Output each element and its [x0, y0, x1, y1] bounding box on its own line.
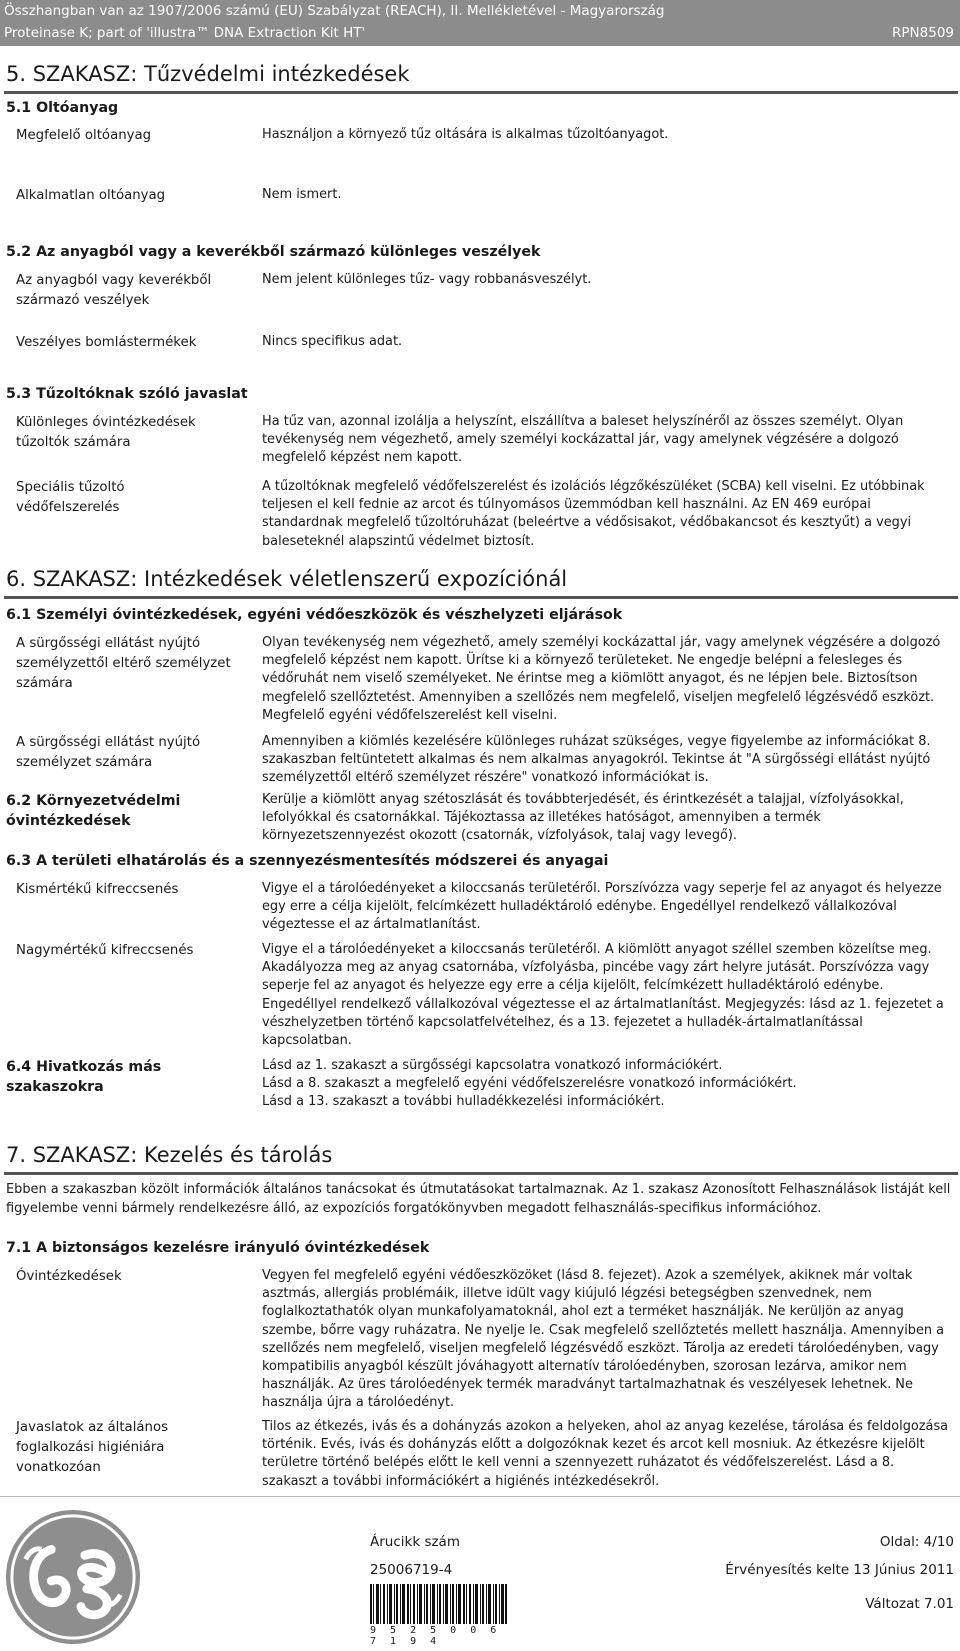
- regulation-line: Összhangban van az 1907/2006 számú (EU) Szabályzat (REACH), II. Mellékletével - Magyarország: [4, 3, 665, 19]
- page-indicator: Oldal: 4/10: [879, 1534, 954, 1550]
- hazards-label: Az anyagból vagy keverékből származó veszélyek: [16, 273, 212, 308]
- firefighter-equipment-text: A tűzoltóknak megfelelő védőfelszerelést és izolációs légzőkészüléket (SCBA) kell viselni. Ez utóbbinak teljesen el kell fednie az arcot és túlnyomásos üzemmódban kell használni. Az EN 469 európai standardnak megfelelő tűzoltóruházat (beleértve a védősisakot, védőbakancsot és kesztyűt) a vegyi baleseteknél alapszintű védelmet biztosít.: [262, 479, 925, 549]
- section-7-intro: Ebben a szakaszban közölt információk általános tanácsokat és útmutatásokat tartalmaznak. Az 1. szakasz Azonosított Felhasználások listáját kell figyelembe venni bármely rendelkezésre álló, az expozíciós forgatókönyvben megadott felhasználás-specifikus információhoz.: [6, 1182, 951, 1216]
- version: Változat 7.01: [865, 1596, 954, 1612]
- ge-logo-icon: [4, 1508, 142, 1646]
- reference-line: Lásd a 8. szakaszt a megfelelő egyéni védőfelszerelésre vonatkozó információkért.: [262, 1076, 797, 1092]
- reference-line: Lásd az 1. szakaszt a sürgősségi kapcsolatra vonatkozó információkért.: [262, 1058, 723, 1073]
- emergency-text: Amennyiben a kiömlés kezelésére különleges ruházat szükséges, vegye figyelembe az információkat 8. szakaszban feltüntetett alkalmas és nem alkalmas anyagokról. Tekintse át "A sürgősségi ellátást nyújtó személyzettől eltérő személyzet részére" vonatkozó információkat is.: [262, 734, 931, 786]
- section-6-4-title: 6.4 Hivatkozás más szakaszokra: [6, 1059, 162, 1095]
- section-5-rule: [4, 91, 958, 94]
- footer-divider: [0, 1496, 960, 1497]
- unsuitable-media-text: Nem ismert.: [262, 187, 342, 202]
- section-6-title: 6. SZAKASZ: Intézkedések véletlenszerű expozíciónál: [6, 567, 568, 591]
- section-5-title: 5. SZAKASZ: Tűzvédelmi intézkedések: [6, 62, 410, 86]
- decomposition-label: Veszélyes bomlástermékek: [16, 335, 197, 350]
- firefighter-precautions-label: Különleges óvintézkedések tűzoltók számára: [16, 415, 196, 450]
- product-name: Proteinase K; part of 'illustra™ DNA Extraction Kit HT': [4, 25, 366, 41]
- product-code: RPN8509: [892, 25, 954, 41]
- hygiene-text: Tilos az étkezés, ivás és a dohányzás azokon a helyeken, ahol az anyag kezelése, tárolása és feldolgozása történik. Evés, ivás és dohányzás előtt a dolgozóknak kezet és arcot kell mosniuk. Az étkezésre kijelölt területre történő belépés előtt le kell venni a szennyezett ruházatot és védőfelszerelést. Lásd a 8. szakaszt a további információkért a higiénés intézkedésekről.: [262, 1419, 949, 1489]
- precautionary-measures-text: Vegyen fel megfelelő egyéni védőeszközöket (lásd 8. fejezet). Azok a személyek, akiknek már voltak asztmás, allergiás problémáik, illetve idült vagy kiújuló légzési betegségben szenvednek, nem foglalkoztathatók olyan munkafolyamatoknál, ahol ezt a terméket használják. Ne kerüljön az anyag szembe, bőrre vagy ruházatra. Ne nyelje le. Csak megfelelő szellőztetés mellett használja. Amennyiben a szellőzés nem megfelelő, viseljen megfelelő légzésvédő eszközt. Tárolja az eredeti tárolóedényben, vagy kompatibilis anyagból készült jóváhagyott alternatív tárolóedényben, szorosan lezárva, amikor nem használják. Az üres tárolóedények termék maradványt tartalmazhatnak és veszélyesek lehetnek. Ne használja újra a tárolóedényt.: [262, 1268, 945, 1411]
- section-5-1-title: 5.1 Oltóanyag: [6, 100, 119, 116]
- environmental-text: Kerülje a kiömlött anyag szétoszlását és továbbterjedését, és érintkezését a talajjal, vízfolyásokkal, lefolyókkal és csatornákkal. Tájékoztassa az illetékes hatóságot, amennyiben a termék környezetszennyezést okozott (csatornák, vízfolyások, talaj vagy levegő).: [262, 792, 904, 844]
- hygiene-label: Javaslatok az általános foglalkozási higiéniára vonatkozóan: [16, 1420, 169, 1475]
- precautionary-measures-label: Óvintézkedések: [16, 1269, 122, 1284]
- section-6-2-title: 6.2 Környezetvédelmi óvintézkedések: [6, 793, 181, 829]
- suitable-media-text: Használjon a környező tűz oltására is alkalmas tűzoltóanyagot.: [262, 127, 669, 142]
- article-number: 25006719-4: [370, 1562, 453, 1578]
- non-emergency-label: A sürgősségi ellátást nyújtó személyzettől eltérő személyzet számára: [16, 636, 231, 691]
- large-spill-label: Nagymértékű kifreccsenés: [16, 943, 194, 958]
- barcode-digits: 9 5 2 5 0 0 6 7 1 9 4: [370, 1625, 501, 1647]
- document-header: [0, 0, 960, 46]
- section-7-rule: [4, 1172, 958, 1175]
- unsuitable-media-label: Alkalmatlan oltóanyag: [16, 188, 166, 203]
- section-7-title: 7. SZAKASZ: Kezelés és tárolás: [6, 1143, 333, 1167]
- section-6-1-title: 6.1 Személyi óvintézkedések, egyéni védőeszközök és vészhelyzeti eljárások: [6, 607, 623, 623]
- small-spill-text: Vigye el a tárolóedényeket a kiloccsanás területéről. Porszívózza vagy seperje fel az anyagot és helyezze egy erre a célja kijelölt, felcímkézett hulladéktároló edénybe. Engedéllyel rendelkező vállalkozóval végeztesse el az ártalmatlanítást.: [262, 881, 942, 933]
- reference-line: Lásd a 13. szakaszt a további hulladékkezelési információkért.: [262, 1094, 665, 1110]
- emergency-label: A sürgősségi ellátást nyújtó személyzet számára: [16, 735, 201, 770]
- hazards-text: Nem jelent különleges tűz- vagy robbanásveszélyt.: [262, 272, 592, 287]
- section-5-2-title: 5.2 Az anyagból vagy a keverékből származó különleges veszélyek: [6, 244, 541, 260]
- large-spill-text: Vigye el a tárolóedényeket a kiloccsanás területéről. A kiömlött anyagot széllel szemben közelítse meg. Akadályozza meg az anyag csatornába, vízfolyásba, pincébe vagy zárt helyre jutását. Porszívózza vagy seperje fel az anyagot és helyezze egy erre a célja kijelölt, felcímkézett hulladéktároló edénybe. Engedéllyel rendelkező vállalkozóval végeztesse el az ártalmatlanítást. Megjegyzés: lásd az 1. fejezetet a vészhelyzetben történő kapcsolatfelvételhez, és a 13. fejezetet a hulladék-ártalmatlanítással kapcsolatban.: [262, 942, 944, 1049]
- article-number-label: Árucikk szám: [370, 1534, 460, 1550]
- small-spill-label: Kismértékű kifreccsenés: [16, 882, 179, 897]
- validity-date: Érvényesítés kelte 13 Június 2011: [725, 1562, 954, 1578]
- decomposition-text: Nincs specifikus adat.: [262, 334, 403, 349]
- section-7-1-title: 7.1 A biztonságos kezelésre irányuló óvintézkedések: [6, 1240, 430, 1256]
- suitable-media-label: Megfelelő oltóanyag: [16, 128, 152, 143]
- firefighter-precautions-text: Ha tűz van, azonnal izolálja a helyszínt, elszállítva a baleset helyszínéről az összes személyt. Olyan tevékenység nem végezhető, amely személyi kockázattal jár, vagy amelynek végzésére a dolgozó megfelelő képzést nem kapott.: [262, 414, 904, 466]
- section-references: [262, 1057, 952, 1112]
- section-5-3-title: 5.3 Tűzoltóknak szóló javaslat: [6, 386, 248, 402]
- barcode-icon: [370, 1584, 507, 1624]
- section-6-rule: [4, 596, 958, 599]
- firefighter-equipment-label: Speciális tűzoltó védőfelszerelés: [16, 480, 125, 515]
- section-6-3-title: 6.3 A területi elhatárolás és a szennyezésmentesítés módszerei és anyagai: [6, 853, 609, 869]
- non-emergency-text: Olyan tevékenység nem végezhető, amely személyi kockázattal jár, vagy amelynek végzésére a dolgozó megfelelő képzést nem kapott. Ürítse ki a környező területeket. Ne engedje belépni a felesleges és védőruhát nem viselő személyeket. Ne érintse meg a kiömlött anyagot, és ne lépjen bele. Biztosítson megfelelő szellőztetést. Amennyiben a szellőzés nem megfelelő, viseljen megfelelő légzésvédő eszközt. Megfelelő egyéni védőfelszerelést kell viselni.: [262, 635, 941, 723]
